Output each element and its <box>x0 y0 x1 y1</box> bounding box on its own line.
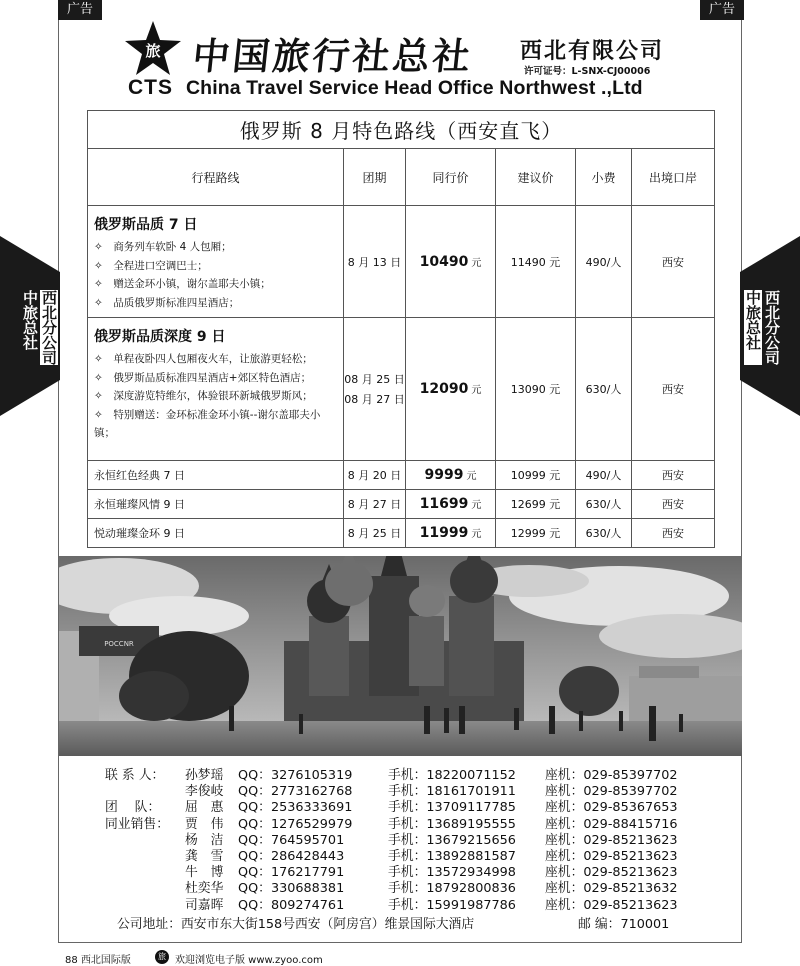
contact-qq: QQ：2773162768 <box>238 784 353 800</box>
brand-name-cn: 中国旅行社总社 <box>190 34 475 78</box>
contact-name: 司嘉晖 <box>185 897 224 913</box>
date-cell: 8 月 13 日 <box>344 206 406 318</box>
ad-label-left: 广告 <box>58 0 102 20</box>
suggested-price-cell: 12999 元 <box>496 519 576 548</box>
contact-mobile: 手机：13679215656 <box>388 832 516 848</box>
contact-list <box>105 764 725 913</box>
contact-mobile: 手机：18161701911 <box>388 784 516 800</box>
contact-qq: QQ：330688381 <box>238 881 345 897</box>
list-item <box>105 861 725 881</box>
port-cell: 西安 <box>632 318 715 461</box>
ad-bar <box>0 0 800 20</box>
contact-name: 杜奕华 <box>185 881 224 897</box>
logo-star-char: 旅 <box>145 42 161 60</box>
ad-label-right: 广告 <box>700 0 744 20</box>
photo-sign-text: POCCNR <box>104 640 134 648</box>
tip-cell: 630/人 <box>576 318 632 461</box>
contact-name: 孙梦瑶 <box>185 768 224 783</box>
route-title: 俄罗斯品质 7 日 <box>94 217 198 233</box>
route-feature: ✧ 品质俄罗斯标准四星酒店； <box>94 296 240 309</box>
contact-qq: QQ：809274761 <box>238 897 345 913</box>
route-cell <box>88 318 344 461</box>
col-header-route: 行程路线 <box>88 149 344 206</box>
contact-mobile: 手机：13689195555 <box>388 816 516 832</box>
port-cell: 西安 <box>632 490 715 519</box>
contact-name: 屈 惠 <box>185 800 224 816</box>
col-header-peer-price: 同行价 <box>406 149 496 206</box>
contact-label: 同业销售： <box>105 816 169 832</box>
brand-name-en: China Travel Service Head Office Northwest .,Ltd <box>186 77 643 99</box>
route-title: 永恒红色经典 7 日 <box>88 461 344 490</box>
contact-landline: 座机：029-85213632 <box>545 881 678 897</box>
peer-price-cell: 9999 元 <box>406 461 496 490</box>
brand-subtitle: 西北有限公司 <box>520 38 665 64</box>
side-right-col1: 西北分公司 <box>763 290 781 365</box>
contact-mobile: 手机：18792800836 <box>388 881 516 897</box>
tip-cell: 490/人 <box>576 206 632 318</box>
contact-qq: QQ：3276105319 <box>238 768 353 783</box>
table-row <box>88 490 715 519</box>
list-item <box>105 894 725 913</box>
contact-mobile: 手机：13709117785 <box>388 800 516 816</box>
contact-mobile: 手机：13892881587 <box>388 848 516 864</box>
footer-page-info: 88 西北国际版 <box>65 955 131 966</box>
footer-logo-icon: 旅 <box>155 950 169 964</box>
route-feature: ✧ 商务列车软卧 4 人包厢； <box>94 241 232 253</box>
contact-landline: 座机：029-85213623 <box>545 897 678 913</box>
cts-star-logo-icon <box>124 20 182 76</box>
route-feature: ✧ 单程夜卧四人包厢夜火车，让旅游更轻松； <box>94 353 313 365</box>
peer-price-cell: 12090 元 <box>406 318 496 461</box>
table-title: 俄罗斯 8 月特色路线（西安直飞） <box>88 111 715 149</box>
company-address: 公司地址：西安市东大街158号西安（阿房宫）维景国际大酒店 <box>117 917 475 932</box>
date-cell: 8 月 20 日 <box>344 461 406 490</box>
contact-mobile: 手机：13572934998 <box>388 865 516 881</box>
table-row <box>88 318 715 461</box>
table-row <box>88 519 715 548</box>
contact-landline: 座机：029-85367653 <box>545 800 678 816</box>
route-table <box>87 110 715 548</box>
contact-landline: 座机：029-88415716 <box>545 816 678 832</box>
side-left-col1: 西北分公司 <box>40 290 58 365</box>
table-row <box>88 461 715 490</box>
suggested-price-cell: 10999 元 <box>496 461 576 490</box>
contact-landline: 座机：029-85213623 <box>545 865 678 881</box>
route-feature: ✧ 深度游览特维尔，体验银环新城俄罗斯风； <box>94 390 313 402</box>
peer-price-cell: 10490 元 <box>406 206 496 318</box>
contact-landline: 座机：029-85397702 <box>545 784 678 800</box>
route-feature: ✧ 特别赠送：金环标准金环小镇--谢尔盖耶夫小镇； <box>94 408 321 439</box>
list-item <box>105 796 725 816</box>
contact-landline: 座机：029-85213623 <box>545 848 678 864</box>
footer-browse-link[interactable]: 欢迎浏览电子版 www.zyoo.com <box>175 955 323 966</box>
tip-cell: 630/人 <box>576 490 632 519</box>
col-header-tip: 小费 <box>576 149 632 206</box>
list-item <box>105 845 725 864</box>
contact-name: 贾 伟 <box>185 816 224 832</box>
suggested-price-cell: 12699 元 <box>496 490 576 519</box>
peer-price-cell: 11999 元 <box>406 519 496 548</box>
side-right-col2: 中旅总社 <box>744 290 762 365</box>
contact-mobile: 手机：15991987786 <box>388 897 516 913</box>
col-header-port: 出境口岸 <box>632 149 715 206</box>
contact-name: 杨 洁 <box>185 832 224 848</box>
side-banner-left-text <box>18 290 62 365</box>
suggested-price-cell: 11490 元 <box>496 206 576 318</box>
contact-landline: 座机：029-85213623 <box>545 832 678 848</box>
contact-qq: QQ：2536333691 <box>238 800 353 816</box>
contact-name: 牛 博 <box>185 865 224 881</box>
license-number: 许可证号：L-SNX-CJ00006 <box>524 66 651 77</box>
date-cell <box>344 318 406 461</box>
tip-cell: 490/人 <box>576 461 632 490</box>
port-cell: 西安 <box>632 206 715 318</box>
moscow-cathedral-photo <box>59 556 742 756</box>
list-item <box>105 829 725 848</box>
date-cell: 8 月 27 日 <box>344 490 406 519</box>
list-item <box>105 813 725 832</box>
side-banner-right-text <box>740 290 784 365</box>
contact-name: 龚 雪 <box>185 848 224 864</box>
list-item <box>105 764 725 783</box>
route-title: 悦动璀璨金环 9 日 <box>88 519 344 548</box>
contact-mobile: 手机：18220071152 <box>388 768 516 783</box>
route-cell <box>88 206 344 318</box>
route-feature: ✧ 俄罗斯品质标准四星酒店+郊区特色酒店； <box>94 371 312 384</box>
route-title: 俄罗斯品质深度 9 日 <box>94 329 226 345</box>
suggested-price-cell: 13090 元 <box>496 318 576 461</box>
contact-label: 联 系 人： <box>105 768 165 783</box>
route-title: 永恒璀璨风情 9 日 <box>88 490 344 519</box>
contact-qq: QQ：764595701 <box>238 832 345 848</box>
col-header-date: 团期 <box>344 149 406 206</box>
route-feature: ✧ 全程进口空调巴士； <box>94 259 208 272</box>
logo-cts-text: CTS <box>128 76 173 99</box>
port-cell: 西安 <box>632 519 715 548</box>
col-header-suggested-price: 建议价 <box>496 149 576 206</box>
contact-qq: QQ：1276529979 <box>238 816 353 832</box>
peer-price-cell: 11699 元 <box>406 490 496 519</box>
port-cell: 西安 <box>632 461 715 490</box>
postcode: 邮 编：710001 <box>578 917 670 932</box>
list-item <box>105 877 725 897</box>
date-line: 08 月 25 日 <box>344 373 405 386</box>
list-item <box>105 780 725 800</box>
contact-label: 团 队： <box>105 800 161 816</box>
contact-qq: QQ：176217791 <box>238 865 345 881</box>
route-feature: ✧ 赠送金环小镇，谢尔盖耶夫小镇； <box>94 278 271 290</box>
contact-landline: 座机：029-85397702 <box>545 768 678 783</box>
side-left-col2: 中旅总社 <box>21 290 39 350</box>
contact-name: 李俊岐 <box>185 784 224 800</box>
contact-qq: QQ：286428443 <box>238 848 345 864</box>
tip-cell: 630/人 <box>576 519 632 548</box>
date-line: 08 月 27 日 <box>344 393 405 406</box>
table-row <box>88 206 715 318</box>
date-cell: 8 月 25 日 <box>344 519 406 548</box>
